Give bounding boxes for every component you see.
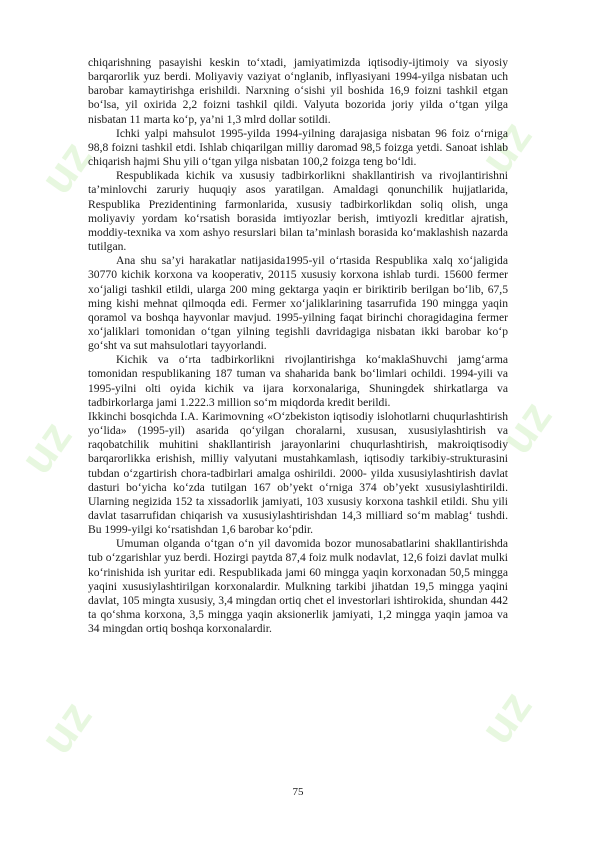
watermark-text: uz [29, 131, 102, 203]
watermark-text: uz [489, 391, 562, 463]
paragraph: Umuman olganda o‘tgan o‘n yil davomida bozor munosabatlarini shakllantirishda tub o‘zgarishlar yuz berdi. Hozirgi paytda 87,4 foiz mulk nodavlat, 12,6 foizi davlat mulki ko‘rinishida ish yuritar edi. Respublikada jami 60 mingga yaqin korxonadan 50,5 mingga yaqini xususiylashtirilgan korxonalardir. Mulkning tarkibi jihatdan 19,5 mingga yaqini davlat, 105 mingta xususiy, 3,4 mingdan ortiq chet el investorlari ishtirokida, shundan 442 ta qo‘shma korxona, 3,5 mingga yaqin aksionerlik jamiyati, 1,2 mingga yaqin jamoa va 34 mingdan ortiq boshqa korxonalardir. [88, 537, 508, 636]
watermark-text: uz [469, 111, 542, 183]
paragraph: Kichik va o‘rta tadbirkorlikni rivojlantirishga ko‘maklaShuvchi jamg‘arma tomonidan respublikaning 187 tuman va shaharida bank bo‘limlari ochildi. 1994-yili va 1995-yilni olti oyida kichik va ijara korxonalariga, Shuningdek shirkatlarga va tadbirkorlarga jami 1.222.3 million so‘m miqdorda kredit berildi. [88, 353, 508, 409]
paragraph: Ana shu sa’yi harakatlar natijasida1995-yil o‘rtasida Respublika xalq xo‘jaligida 30770 kichik korxona va kooperativ, 20115 xususiy korxona ishlab turdi. 15600 fermer xo‘jaligi tashkil etildi, ularga 200 ming gektarga yaqin er biriktirib berilgan bo‘lib, 67,5 ming kishi mehnat qilmoqda edi. Fermer xo‘jaliklarining tasarrufida 190 mingga yaqin qoramol va boshqa hayvonlar mavjud. 1995-yilning faqat birinchi choragidagina fermer xo‘jaliklari tomonidan o‘tgan yilning tegishli davridagiga nisbatan ikki barobar ko‘p go‘sht va sut mahsulotlari tayyorlandi. [88, 254, 508, 353]
watermark-text: uz [29, 691, 102, 763]
watermark-text: uz [9, 411, 82, 483]
paragraph: chiqarishning pasayishi keskin to‘xtadi, jamiyatimizda iqtisodiy-ijtimoiy va siyosiy barqarorlik yuz berdi. Moliyaviy vaziyat o‘nglanib, inflyasiyani 1994-yilga nisbatan uch barobar kamaytirishga erishildi. Narxning o‘sishi yil boshida 16,9 foizni tashkil etgan bo‘lsa, yil oxirida 2,2 foizni tashkil qildi. Valyuta bozorida joriy yilda o‘tgan yilga nisbatan 11 marta ko‘p, ya’ni 1,3 mlrd dollar sotildi. [88, 56, 508, 126]
document-body [88, 56, 508, 636]
watermark-text: uz [469, 681, 542, 753]
paragraph: Ikkinchi bosqichda I.A. Karimovning «O‘zbekiston iqtisodiy islohotlarni chuqurlashtirish yo‘lida» (1995-yil) asarida qo‘yilgan choralarni, xususan, xususiylashtirish va raqobatchilik muhitini shakllantirish jarayonlarini chuqurlashtirish, makroiqtisodiy barqarorlikka erishish, milliy valyutani mustahkamlash, iqtisodiy tarkibiy-strukturasini tubdan o‘zgartirish chora-tadbirlari amalga oshirildi. 2000- yilda xususiylashtirish davlat dasturi bo‘yicha ko‘zda tutilgan 167 ob’yekt o‘rniga 374 ob’yekt xususiylashtirildi. Ularning negizida 152 ta xissadorlik jamiyati, 103 xususiy korxona tashkil etildi. Shu yili davlat tasarrufidan chiqarish va xususiylashtirishdan 14,3 milliard so‘m mablag‘ tushdi. Bu 1999-yilgi ko‘rsatishdan 1,6 barobar ko‘pdir. [88, 409, 508, 537]
paragraph: Ichki yalpi mahsulot 1995-yilda 1994-yilning darajasiga nisbatan 96 foiz o‘rniga 98,8 foizni tashkil etdi. Ishlab chiqarilgan milliy daromad 98,5 foizga yetdi. Sanoat ishlab chiqarish hajmi Shu yili o‘tgan yilga nisbatan 100,2 foizga teng bo‘ldi. [88, 126, 508, 169]
page-number: 75 [292, 786, 304, 798]
paragraph: Respublikada kichik va xususiy tadbirkorlikni shakllantirish va rivojlantirishni ta’minlovchi zaruriy huquqiy asos yaratilgan. Amaldagi qonunchilik hujjatlarida, Respublika Prezidentining farmonlarida, xususiy tadbirkorlikdan soliq olish, unga moliyaviy yordam ko‘rsatish borasida imtiyozlar berish, imtiyozli kreditlar ajratish, moddiy-texnika va xom ashyo resurslari bilan ta’minlash borasida ko‘maklashish nazarda tutilgan. [88, 169, 508, 254]
